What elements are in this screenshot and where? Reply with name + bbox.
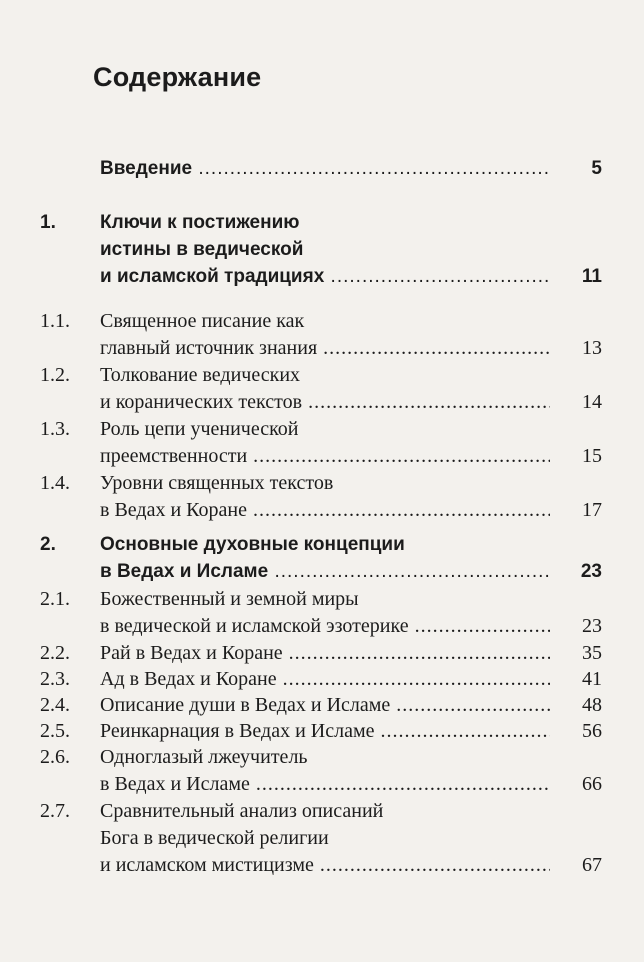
toc-entry-number: 2.4. (40, 694, 70, 716)
toc-entry-page-number: 17 (582, 499, 602, 521)
toc-entry-title-line: Толкование ведических (100, 364, 301, 386)
toc-entry-page-number: 67 (582, 854, 602, 876)
toc-entry-page-number: 41 (582, 668, 602, 690)
toc-entry-page-number: 15 (582, 445, 602, 467)
toc-entry-title-line: Божественный и земной миры (100, 588, 359, 610)
toc-entry-title-line: Реинкарнация в Ведах и Исламе ..... (100, 718, 550, 744)
toc-entry-page-number: 66 (582, 773, 602, 795)
toc-entry-title-line: и исламской традициях ..... (100, 264, 550, 290)
toc-entry-page-number: 14 (582, 391, 602, 413)
toc-entry-number: 2.3. (40, 668, 70, 690)
toc-entry-title-line: в Ведах и Коране ..... (100, 497, 550, 523)
toc-entry-number: 2.7. (40, 800, 70, 822)
toc-entry-title-line: Одноглазый лжеучитель (100, 746, 308, 768)
toc-entry-title-line: Роль цепи ученической (100, 418, 299, 440)
toc-entry-title-line: Ад в Ведах и Коране ..... (100, 666, 550, 692)
toc-entry-title-line: главный источник знания ..... (100, 335, 550, 361)
toc-entry-number: 1.3. (40, 418, 70, 440)
toc-entry-page-number: 23 (580, 561, 602, 582)
toc-entry-title-line: Ключи к постижению (100, 212, 300, 233)
toc-entry-title-line: Рай в Ведах и Коране ..... (100, 640, 550, 666)
toc-entry-number: 1. (40, 212, 56, 233)
toc-entry-title-line: Введение ..... (100, 156, 550, 182)
toc-entry-title-line: Сравнительный анализ описаний (100, 800, 384, 822)
toc-entry-number: 2.6. (40, 746, 70, 768)
toc-entry-number: 2. (40, 534, 56, 555)
toc-entry-title-line: преемственности ..... (100, 443, 550, 469)
toc-entry-title-line: Бога в ведической религии (100, 827, 329, 849)
toc-entry-number: 2.2. (40, 642, 70, 664)
toc-entry-number: 1.1. (40, 310, 70, 332)
toc-entry-page-number: 23 (582, 615, 602, 637)
toc-entry-number: 1.4. (40, 472, 70, 494)
toc-entry-title-line: Описание души в Ведах и Исламе ..... (100, 692, 550, 718)
toc-entry-title-line: в ведической и исламской эзотерике ..... (100, 613, 550, 639)
toc-entry-number: 2.1. (40, 588, 70, 610)
toc-entry-title-line: и исламском мистицизме ..... (100, 852, 550, 878)
toc-entry-page-number: 56 (582, 720, 602, 742)
toc-entry-page-number: 11 (581, 266, 602, 287)
toc-entry-page-number: 5 (591, 158, 602, 179)
toc-entry-number: 2.5. (40, 720, 70, 742)
toc-entry-page-number: 13 (582, 337, 602, 359)
toc-entry-title-line: в Ведах и Исламе ..... (100, 771, 550, 797)
toc-entry-title-line: и коранических текстов ..... (100, 389, 550, 415)
toc-entry-number: 1.2. (40, 364, 70, 386)
toc-entry-title-line: в Ведах и Исламе ..... (100, 559, 550, 585)
toc-entry-title-line: Священное писание как (100, 310, 305, 332)
page-title: Содержание (93, 62, 262, 92)
toc-entry-title-line: Уровни священных текстов (100, 472, 334, 494)
toc-entry-page-number: 48 (582, 694, 602, 716)
toc-entry-page-number: 35 (582, 642, 602, 664)
toc-entry-title-line: Основные духовные концепции (100, 534, 405, 555)
toc-entry-title-line: истины в ведической (100, 239, 304, 260)
